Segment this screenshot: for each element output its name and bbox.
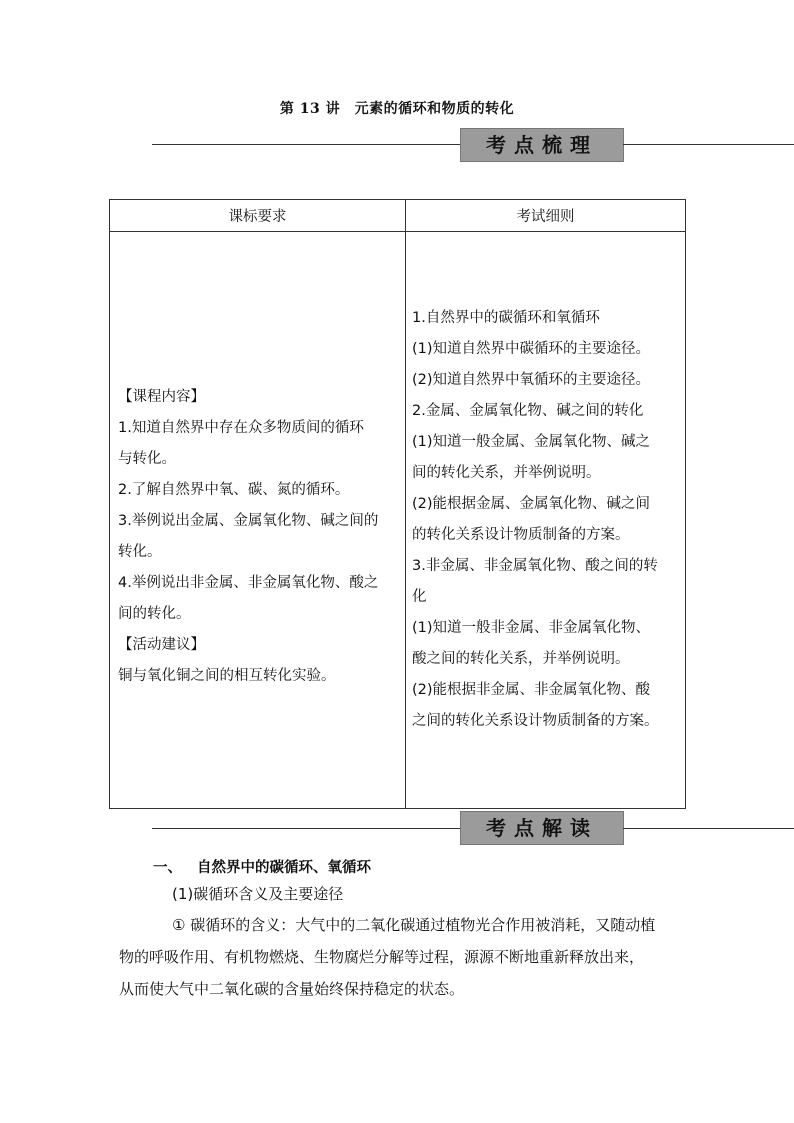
divider-line [623,144,794,145]
text-line: 【课程内容】 [118,389,205,405]
paragraph-line: 物的呼吸作用、有机物燃烧、生物腐烂分解等过程，源源不断地重新释放出来， [119,948,645,966]
text-line: 酸之间的转化关系，并举例说明。 [412,651,630,667]
text-line: 与转化。 [118,451,176,467]
text-line: 化 [412,589,427,605]
text-line: (1)知道一般非金属、非金属氧化物、 [412,620,651,636]
text-line: 4.举例说出非金属、非金属氧化物、酸之 [118,575,379,591]
table-row [110,232,686,809]
text-line: 3.非金属、非金属氧化物、酸之间的转 [412,558,658,574]
table-header-row [110,200,686,232]
divider-line [623,828,794,829]
text-line: 转化。 [118,544,162,560]
curriculum-cell [110,232,406,809]
text-line: (1)知道自然界中碳循环的主要途径。 [412,341,651,357]
text-line: (1)知道一般金属、金属氧化物、碱之 [412,434,651,450]
text-line: 的转化关系设计物质制备的方案。 [412,527,630,543]
section-number: 一、 [153,860,182,876]
subheading: (1)碳循环含义及主要途径 [172,885,344,903]
text-line: 间的转化关系，并举例说明。 [412,465,601,481]
divider-line [152,828,460,829]
text-line: 间的转化。 [118,606,191,622]
section-banner-analysis: 考点解读 [460,811,624,845]
text-line: (2)知道自然界中氧循环的主要途径。 [412,372,651,388]
section-heading [153,856,371,877]
text-line: 2.金属、金属氧化物、碱之间的转化 [412,403,644,419]
paragraph-line: ① 碳循环的含义：大气中的二氧化碳通过植物光合作用被消耗，又随动植 [172,916,656,934]
page-title: 第 13 讲 元素的循环和物质的转化 [279,101,515,117]
exam-detail-cell [406,232,686,809]
text-line: 【活动建议】 [118,637,205,653]
text-line: (2)能根据金属、金属氧化物、碱之间 [412,496,651,512]
column-header: 课标要求 [110,200,406,232]
text-line: 铜与氧化铜之间的相互转化实验。 [118,668,336,684]
text-line: 2.了解自然界中氧、碳、氮的循环。 [118,482,350,498]
text-line: 1.自然界中的碳循环和氧循环 [412,310,600,326]
section-heading-text: 自然界中的碳循环、氧循环 [197,860,371,876]
text-line: 3.举例说出金属、金属氧化物、碱之间的 [118,513,379,529]
column-header: 考试细则 [406,200,686,232]
text-line: 1.知道自然界中存在众多物质间的循环 [118,420,364,436]
divider-line [152,144,460,145]
requirements-table [109,199,686,809]
paragraph-line: 从而使大气中二氧化碳的含量始终保持稳定的状态。 [119,980,465,998]
section-banner-review: 考点梳理 [460,128,624,162]
text-line: 之间的转化关系设计物质制备的方案。 [412,713,659,729]
text-line: (2)能根据非金属、非金属氧化物、酸 [412,682,651,698]
